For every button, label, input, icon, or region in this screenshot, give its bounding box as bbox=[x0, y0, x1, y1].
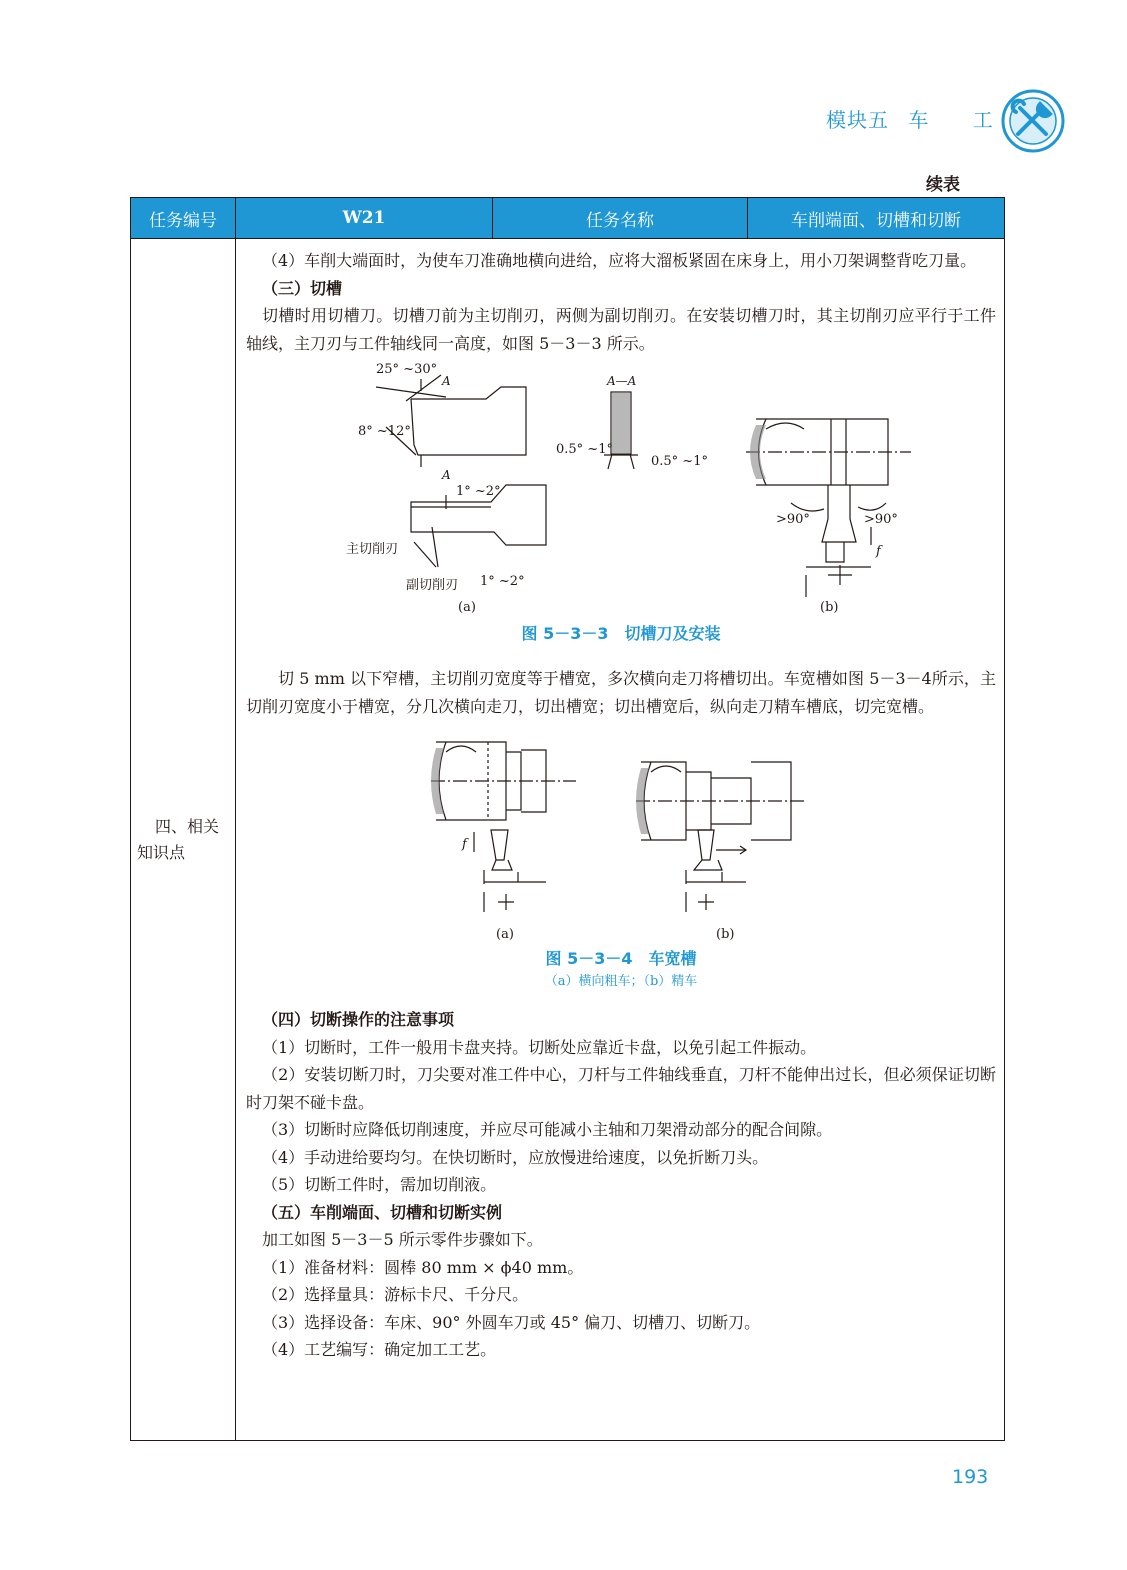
fig1-gt90-right: >90° bbox=[864, 512, 898, 527]
list4-item-4: （4）手动进给要均匀。在快切断时，应放慢进给速度，以免折断刀头。 bbox=[262, 1147, 769, 1167]
fig1-gt90-left: >90° bbox=[776, 512, 810, 527]
module-name: 模块五 bbox=[826, 108, 889, 132]
fig1-feed-label: f bbox=[876, 544, 881, 559]
section-label-cell bbox=[131, 239, 236, 1441]
list4-item-2: （2）安装切断刀时，刀尖要对准工件中心，刀杆与工件轴线垂直，刀杆不能伸出过长，但必须保证切断时刀架不碰卡盘。 bbox=[246, 1065, 996, 1112]
grooving-tool-drawing bbox=[246, 357, 1006, 619]
list4-item-5: （5）切断工件时，需加切削液。 bbox=[262, 1175, 497, 1194]
fig1-angle-f: 0.5° ~1° bbox=[651, 454, 708, 469]
fig1-aux-edge: 副切削刃 bbox=[406, 578, 459, 593]
fig1-label-a: (a) bbox=[458, 600, 476, 615]
header-task-code: W21 bbox=[236, 198, 493, 239]
list5-item-1: （1）准备材料：圆棒 80 mm × ϕ40 mm。 bbox=[262, 1257, 584, 1277]
fig2-label-b: (b) bbox=[716, 927, 735, 942]
fig2-label-a: (a) bbox=[496, 927, 514, 942]
fig1-section-a-top: A bbox=[442, 374, 451, 388]
heading-example: （五）车削端面、切槽和切断实例 bbox=[262, 1202, 503, 1222]
fig1-angle-a: 25° ~30° bbox=[376, 362, 438, 377]
paragraph-1: （4）车削大端面时，为使车刀准确地横向进给，应将大溜板紧固在床身上，用小刀架调整背吃刀量。 bbox=[262, 251, 977, 270]
wide-groove-drawing bbox=[246, 732, 1006, 946]
fig2-feed-label: f bbox=[462, 837, 467, 852]
page-number: 193 bbox=[952, 1466, 989, 1488]
heading-cutoff-notes: （四）切断操作的注意事项 bbox=[262, 1010, 455, 1029]
list4-item-3: （3）切断时应降低切削速度，并应尽可能减小主轴和刀架滑动部分的配合间隙。 bbox=[262, 1120, 833, 1139]
figure-5-3-4-caption: 图 5－3－4 车宽槽 bbox=[545, 949, 697, 968]
figure-5-3-4 bbox=[246, 732, 1006, 946]
fig1-section-title: A—A bbox=[607, 374, 637, 388]
figure-5-3-3-caption: 图 5－3－3 切槽刀及安装 bbox=[521, 624, 721, 643]
list5-item-2: （2）选择量具：游标卡尺、千分尺。 bbox=[262, 1285, 529, 1304]
figure-5-3-3 bbox=[246, 357, 1006, 619]
paragraph-5: 加工如图 5－3－5 所示零件步骤如下。 bbox=[262, 1230, 543, 1249]
heading-grooving: （三）切槽 bbox=[262, 278, 343, 298]
hatching-2 bbox=[431, 748, 649, 834]
list5-item-4: （4）工艺编写：确定加工工艺。 bbox=[262, 1340, 497, 1359]
fig1-angle-d: 1° ~2° bbox=[480, 574, 525, 589]
header-task-name-label: 任务名称 bbox=[493, 198, 748, 239]
fig1-section-a-bottom: A bbox=[442, 468, 451, 482]
fig1-angle-e: 0.5° ~1° bbox=[556, 442, 613, 457]
list5-item-3: （3）选择设备：车床、90° 外圆车刀或 45° 偏刀、切槽刀、切断刀。 bbox=[262, 1312, 761, 1332]
paragraph-3: 切 5 mm 以下窄槽，主切削刃宽度等于槽宽，多次横向走刀将槽切出。车宽槽如图 5－3－4所示，主切削刃宽度小于槽宽，分几次横向走刀，切出槽宽；切出槽宽后，纵向走刀精车槽底，切完宽槽。 bbox=[246, 669, 996, 716]
paragraph-2: 切槽时用切槽刀。切槽刀前为主切削刃，两侧为副切削刃。在安装切槽刀时，其主切削刃应平行于工件轴线，主刀刃与工件轴线同一高度，如图 5－3－3 所示。 bbox=[246, 306, 996, 353]
fig1-angle-c: 1° ~2° bbox=[456, 484, 501, 499]
table-header-row bbox=[131, 198, 1005, 239]
figure-5-3-4-subcaption: （a）横向粗车；（b）精车 bbox=[544, 974, 698, 989]
continued-label: 续表 bbox=[926, 175, 960, 195]
module-part2: 工 bbox=[972, 108, 994, 132]
header-task-name: 车削端面、切槽和切断 bbox=[748, 198, 1005, 239]
list4-item-1: （1）切断时，工件一般用卡盘夹持。切断处应靠近卡盘，以免引起工件振动。 bbox=[262, 1037, 817, 1057]
fig1-angle-b: 8° ~12° bbox=[358, 424, 411, 439]
header-task-no: 任务编号 bbox=[131, 198, 236, 239]
task-table bbox=[130, 197, 1005, 1441]
section-label-line1: 四、相关 bbox=[155, 816, 220, 836]
fig1-main-edge: 主切削刃 bbox=[346, 542, 399, 557]
content-cell bbox=[236, 239, 1005, 1441]
module-part1: 车 bbox=[908, 108, 930, 132]
chapter-header bbox=[826, 104, 994, 133]
fig1-label-b: (b) bbox=[820, 600, 839, 615]
wrench-logo-icon bbox=[1000, 88, 1066, 154]
section-label-line2: 知识点 bbox=[137, 842, 186, 862]
